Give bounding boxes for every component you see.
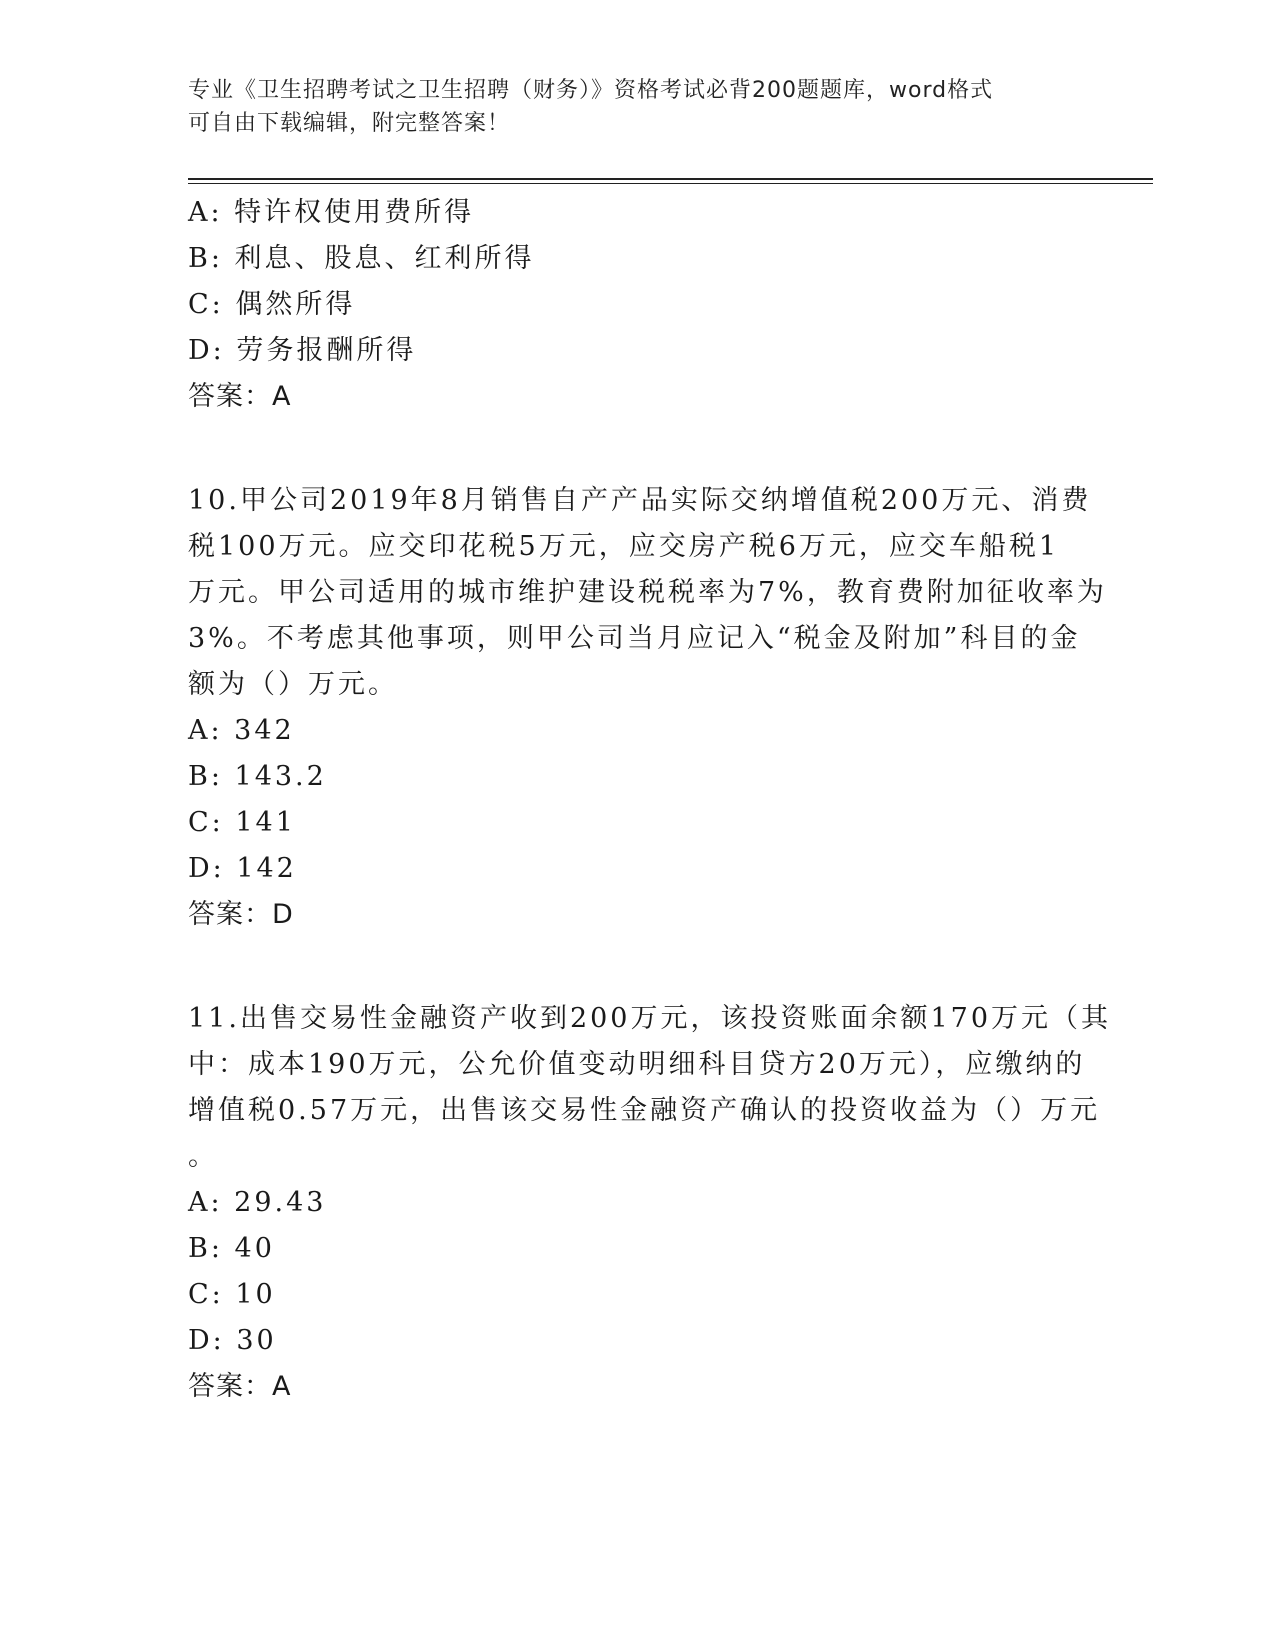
- answer-line: 答案：A: [188, 1371, 292, 1402]
- answer-line: 答案：A: [188, 381, 292, 412]
- question-text-line: 11.出售交易性金融资产收到200万元，该投资账面余额170万元（其: [188, 1003, 1112, 1034]
- question-block-10: [188, 478, 1107, 938]
- question-text-line: 。: [188, 1141, 218, 1172]
- question-text-line: 税100万元。应交印花税5万元，应交房产税6万元，应交车船税1: [188, 531, 1060, 562]
- option-c: C: 141: [188, 807, 296, 838]
- question-block-11: [188, 996, 1112, 1410]
- header-line-2: 可自由下载编辑，附完整答案！: [188, 111, 511, 136]
- option-b: B: 40: [188, 1233, 275, 1264]
- option-b: B: 利息、股息、红利所得: [188, 243, 535, 274]
- question-text-line: 10.甲公司2019年8月销售自产产品实际交纳增值税200万元、消费: [188, 485, 1092, 516]
- document-header: [188, 74, 1088, 140]
- option-c: C: 偶然所得: [188, 289, 356, 320]
- question-block-9: [188, 190, 1088, 420]
- spacer: [188, 420, 1088, 478]
- option-c: C: 10: [188, 1279, 276, 1310]
- question-text-line: 增值税0.57万元，出售该交易性金融资产确认的投资收益为（）万元: [188, 1095, 1101, 1126]
- spacer: [188, 938, 1088, 996]
- question-text-line: 3%。不考虑其他事项，则甲公司当月应记入“税金及附加”科目的金: [188, 623, 1081, 654]
- document-body: [188, 190, 1112, 1410]
- question-text-line: 中：成本190万元，公允价值变动明细科目贷方20万元），应缴纳的: [188, 1049, 1086, 1080]
- header-line-1: 专业《卫生招聘考试之卫生招聘（财务）》资格考试必背200题题库，word格式: [188, 78, 994, 103]
- option-d: D: 劳务报酬所得: [188, 335, 417, 366]
- option-b: B: 143.2: [188, 761, 327, 792]
- option-a: A: 特许权使用费所得: [188, 197, 475, 228]
- header-rule-thick: [188, 178, 1153, 180]
- header-rule-thin: [188, 183, 1153, 184]
- option-d: D: 142: [188, 853, 297, 884]
- answer-line: 答案：D: [188, 899, 294, 930]
- question-text-line: 万元。甲公司适用的城市维护建设税税率为7%，教育费附加征收率为: [188, 577, 1107, 608]
- option-a: A: 29.43: [188, 1187, 327, 1218]
- option-d: D: 30: [188, 1325, 277, 1356]
- question-text-line: 额为（）万元。: [188, 669, 398, 700]
- option-a: A: 342: [188, 715, 295, 746]
